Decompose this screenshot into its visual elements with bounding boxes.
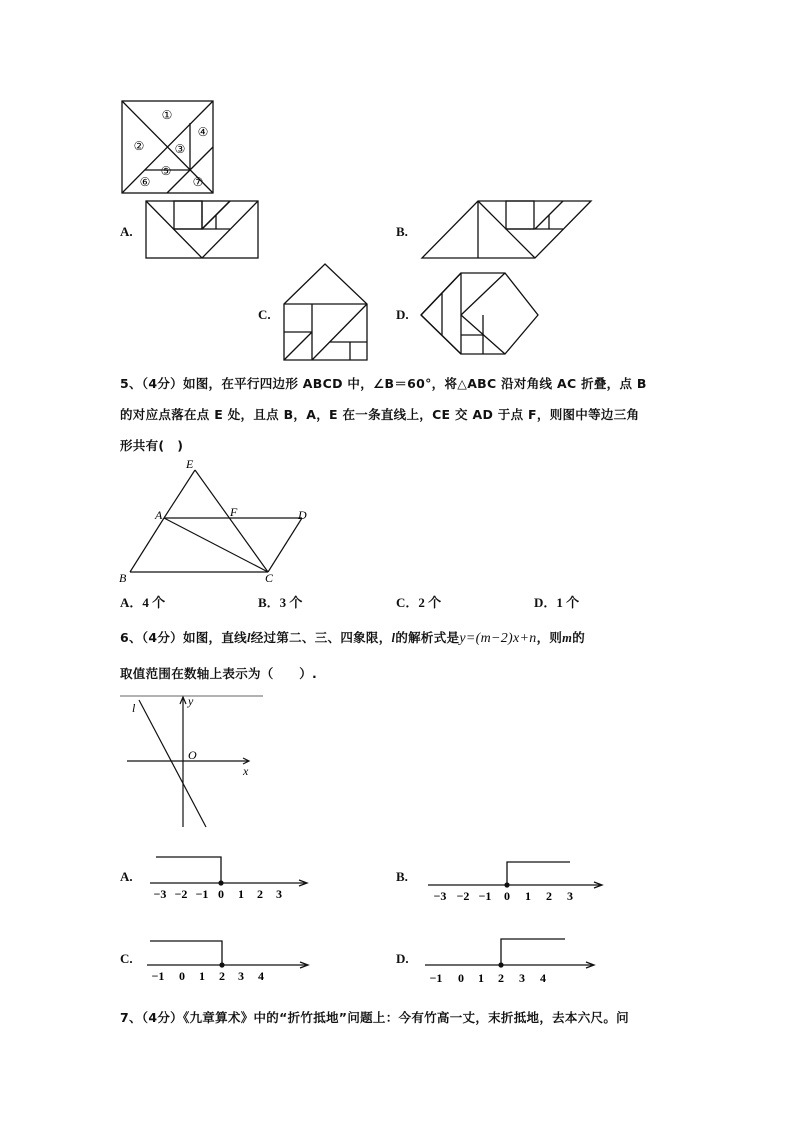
svg-text:−2: −2 xyxy=(456,889,470,903)
q6-stem-line-2: 取值范围在数轴上表示为（ ）. xyxy=(120,666,318,681)
q5-option-a[interactable]: A．4 个 xyxy=(120,595,166,610)
tangram-label-4: ④ xyxy=(197,125,209,139)
svg-text:l: l xyxy=(132,701,136,715)
svg-text:1: 1 xyxy=(199,969,205,983)
svg-text:x: x xyxy=(243,764,249,778)
q4-option-c-label[interactable]: C. xyxy=(258,307,271,322)
svg-text:0: 0 xyxy=(179,969,185,983)
q6-option-a-label[interactable]: A. xyxy=(120,869,133,884)
svg-text:4: 4 xyxy=(540,971,546,985)
tangram-label-5: ⑤ xyxy=(160,164,172,178)
svg-text:1: 1 xyxy=(478,971,484,985)
q6-stem-line-1: 6、（4分）如图，直线l经过第二、三、四象限，l的解析式是y=(m−2)x+n，则m的 xyxy=(120,630,586,646)
svg-text:0: 0 xyxy=(218,887,224,901)
q6-option-d-label[interactable]: D. xyxy=(396,951,409,966)
point-e-label: E xyxy=(186,457,194,471)
point-d-label: D xyxy=(298,508,307,522)
svg-text:3: 3 xyxy=(276,887,282,901)
svg-text:4: 4 xyxy=(258,969,264,983)
q6-formula: y=(m−2)x+n xyxy=(459,631,537,646)
q7-stem-line-1: 7、（4分）《九章算术》中的“折竹抵地”问题上：今有竹高一丈，末折抵地，去本六尺。问 xyxy=(120,1010,629,1025)
svg-text:y: y xyxy=(188,694,194,708)
svg-text:3: 3 xyxy=(519,971,525,985)
svg-text:−1: −1 xyxy=(429,971,443,985)
q5-option-b[interactable]: B．3 个 xyxy=(258,595,303,610)
q6-option-b-label[interactable]: B. xyxy=(396,869,408,884)
tangram-label-2: ② xyxy=(133,139,145,153)
q5-option-c[interactable]: C．2 个 xyxy=(396,595,442,610)
svg-text:−2: −2 xyxy=(174,887,188,901)
q5-stem-line-3: 形共有( ) xyxy=(120,438,184,453)
svg-text:−1: −1 xyxy=(151,969,165,983)
q5-stem-line-2: 的对应点落在点 E 处，且点 B，A，E 在一条直线上，CE 交 AD 于点 F，则图中等边三角 xyxy=(120,407,640,422)
svg-text:−1: −1 xyxy=(195,887,209,901)
svg-text:0: 0 xyxy=(504,889,510,903)
tangram-label-6: ⑥ xyxy=(139,175,151,189)
q6-option-c-label[interactable]: C. xyxy=(120,951,133,966)
svg-text:2: 2 xyxy=(546,889,552,903)
svg-text:3: 3 xyxy=(238,969,244,983)
svg-text:1: 1 xyxy=(238,887,244,901)
q5-option-d[interactable]: D．1 个 xyxy=(534,595,580,610)
svg-text:1: 1 xyxy=(525,889,531,903)
point-a-label: A xyxy=(155,508,163,522)
point-f-label: F xyxy=(230,505,238,519)
tangram-label-3: ③ xyxy=(174,142,186,156)
tangram-label-7: ⑦ xyxy=(192,175,204,189)
tangram-label-1: ① xyxy=(161,108,173,122)
svg-text:−3: −3 xyxy=(433,889,447,903)
q5-stem-line-1: 5、（4分）如图，在平行四边形 ABCD 中，∠B＝60°，将△ABC 沿对角线 AC 折叠，点 B xyxy=(120,376,647,391)
var-l: l xyxy=(246,631,251,645)
svg-text:O: O xyxy=(188,748,197,762)
q4-option-d-label[interactable]: D. xyxy=(396,307,409,322)
point-b-label: B xyxy=(119,571,127,585)
point-c-label: C xyxy=(265,571,274,585)
svg-text:−1: −1 xyxy=(478,889,492,903)
svg-text:2: 2 xyxy=(498,971,504,985)
svg-text:2: 2 xyxy=(219,969,225,983)
q4-option-a-label[interactable]: A. xyxy=(120,224,133,239)
svg-text:0: 0 xyxy=(458,971,464,985)
svg-text:−3: −3 xyxy=(153,887,167,901)
svg-text:2: 2 xyxy=(257,887,263,901)
q4-option-b-label[interactable]: B. xyxy=(396,224,408,239)
svg-text:3: 3 xyxy=(567,889,573,903)
